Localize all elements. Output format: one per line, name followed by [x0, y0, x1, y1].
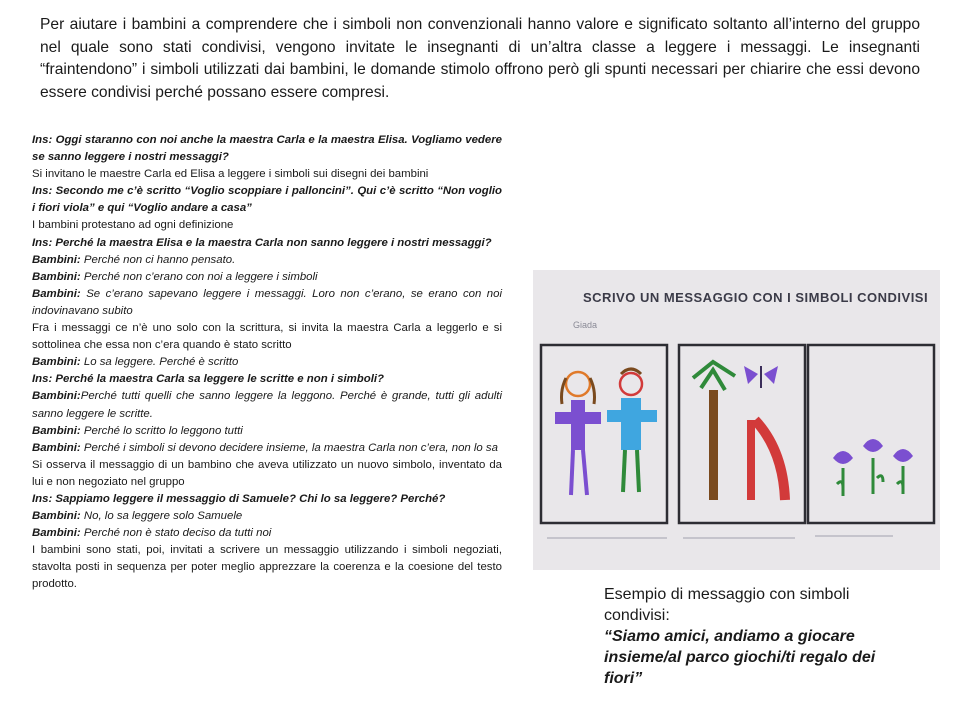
- speaker-label: Bambini:: [32, 253, 81, 266]
- speaker-label: Bambini:: [32, 390, 81, 403]
- dialogue-line: Fra i messaggi ce n’è uno solo con la scrittura, si invita la maestra Carla a leggerlo e si sottolinea che essa non c’era quando è stato scritto: [32, 322, 502, 352]
- dialogue-line: [32, 286, 502, 320]
- dialogue-line: Si invitano le maestre Carla ed Elisa a leggere i simboli sui disegni dei bambini: [32, 168, 429, 181]
- dialogue-text: Lo sa leggere. Perché è scritto: [80, 356, 239, 369]
- dialogue-line: Ins: Oggi staranno con noi anche la maestra Carla e la maestra Elisa. Vogliamo vedere se sanno leggere i nostri messaggi?: [32, 134, 502, 164]
- caption-quote: “Siamo amici, andiamo a giocare insieme/al parco giochi/ti regalo dei fiori”: [604, 628, 876, 687]
- drawing-child-name: Giada: [573, 320, 598, 330]
- dialogue-line: [32, 440, 502, 457]
- dialogue-line: [32, 508, 502, 525]
- speaker-label: Bambini:: [32, 441, 81, 454]
- dialogue-line: I bambini sono stati, poi, invitati a scrivere un messaggio utilizzando i simboli negoziati, stavolta posti in sequenza per poter meglio apprezzare la coerenza e la coesione del testo prodotto.: [32, 544, 502, 591]
- intro-paragraph: Per aiutare i bambini a comprendere che i simboli non convenzionali hanno valore e significato soltanto all’interno del gruppo nel quale sono stati condivisi, vengono invitate le insegnanti di un’altra classe a leggere i messaggi. Le insegnanti “fraintendono” i simboli utilizzati dai bambini, le domande stimolo offrono però gli spunti necessari per chiarire che essi devono essere condivisi perché possano essere compresi.: [40, 16, 920, 101]
- child-drawing-photo: [533, 270, 940, 570]
- dialogue-line: Si osserva il messaggio di un bambino che aveva utilizzato un nuovo simbolo, inventato da lui e non negoziato nel gruppo: [32, 458, 502, 488]
- dialogue-line: [32, 525, 502, 542]
- drawing-illustration: [533, 270, 940, 570]
- speaker-label: Bambini:: [32, 270, 81, 283]
- speaker-label: Bambini:: [32, 424, 81, 437]
- dialogue-text: Perché non c’erano con noi a leggere i simboli: [80, 270, 318, 283]
- dialogue-line: [32, 423, 502, 440]
- dialogue-line: Ins: Sappiamo leggere il messaggio di Samuele? Chi lo sa leggere? Perché?: [32, 492, 446, 505]
- dialogue-text: Perché lo scritto lo leggono tutti: [80, 424, 243, 437]
- dialogue-text: Perché non è stato deciso da tutti noi: [80, 527, 272, 540]
- speaker-label: Bambini:: [32, 356, 81, 369]
- drawing-caption: [604, 584, 904, 689]
- drawing-heading: SCRIVO UN MESSAGGIO CON I SIMBOLI CONDIVISI: [583, 290, 929, 305]
- dialogue-line: I bambini protestano ad ogni definizione: [32, 219, 234, 232]
- dialogue-text: Perché non ci hanno pensato.: [80, 253, 236, 266]
- dialogue-line: Ins: Perché la maestra Carla sa leggere le scritte e non i simboli?: [32, 373, 384, 386]
- dialogue-transcript: [32, 132, 502, 594]
- speaker-label: Bambini:: [32, 287, 81, 300]
- dialogue-line: Ins: Secondo me c’è scritto “Voglio scoppiare i palloncini”. Qui c’è scritto “Non voglio i fiori viola” e qui “Voglio andare a casa”: [32, 185, 502, 215]
- dialogue-line: [32, 252, 502, 269]
- dialogue-text: Perché tutti quelli che sanno leggere la leggono. Perché è grande, tutti gli adulti sanno leggere le scritte.: [32, 390, 502, 420]
- dialogue-line: [32, 388, 502, 422]
- dialogue-text: Perché i simboli si devono decidere insieme, la maestra Carla non c’era, non lo sa: [80, 441, 498, 454]
- speaker-label: Bambini:: [32, 527, 81, 540]
- dialogue-text: No, lo sa leggere solo Samuele: [80, 510, 243, 523]
- dialogue-text: Se c’erano sapevano leggere i messaggi. Loro non c’erano, se erano con noi indovinavano subito: [32, 287, 502, 317]
- dialogue-line: [32, 354, 502, 371]
- speaker-label: Bambini:: [32, 510, 81, 523]
- dialogue-line: Ins: Perché la maestra Elisa e la maestra Carla non sanno leggere i nostri messaggi?: [32, 236, 492, 249]
- dialogue-line: [32, 269, 502, 286]
- caption-title: Esempio di messaggio con simboli condivisi:: [604, 586, 850, 624]
